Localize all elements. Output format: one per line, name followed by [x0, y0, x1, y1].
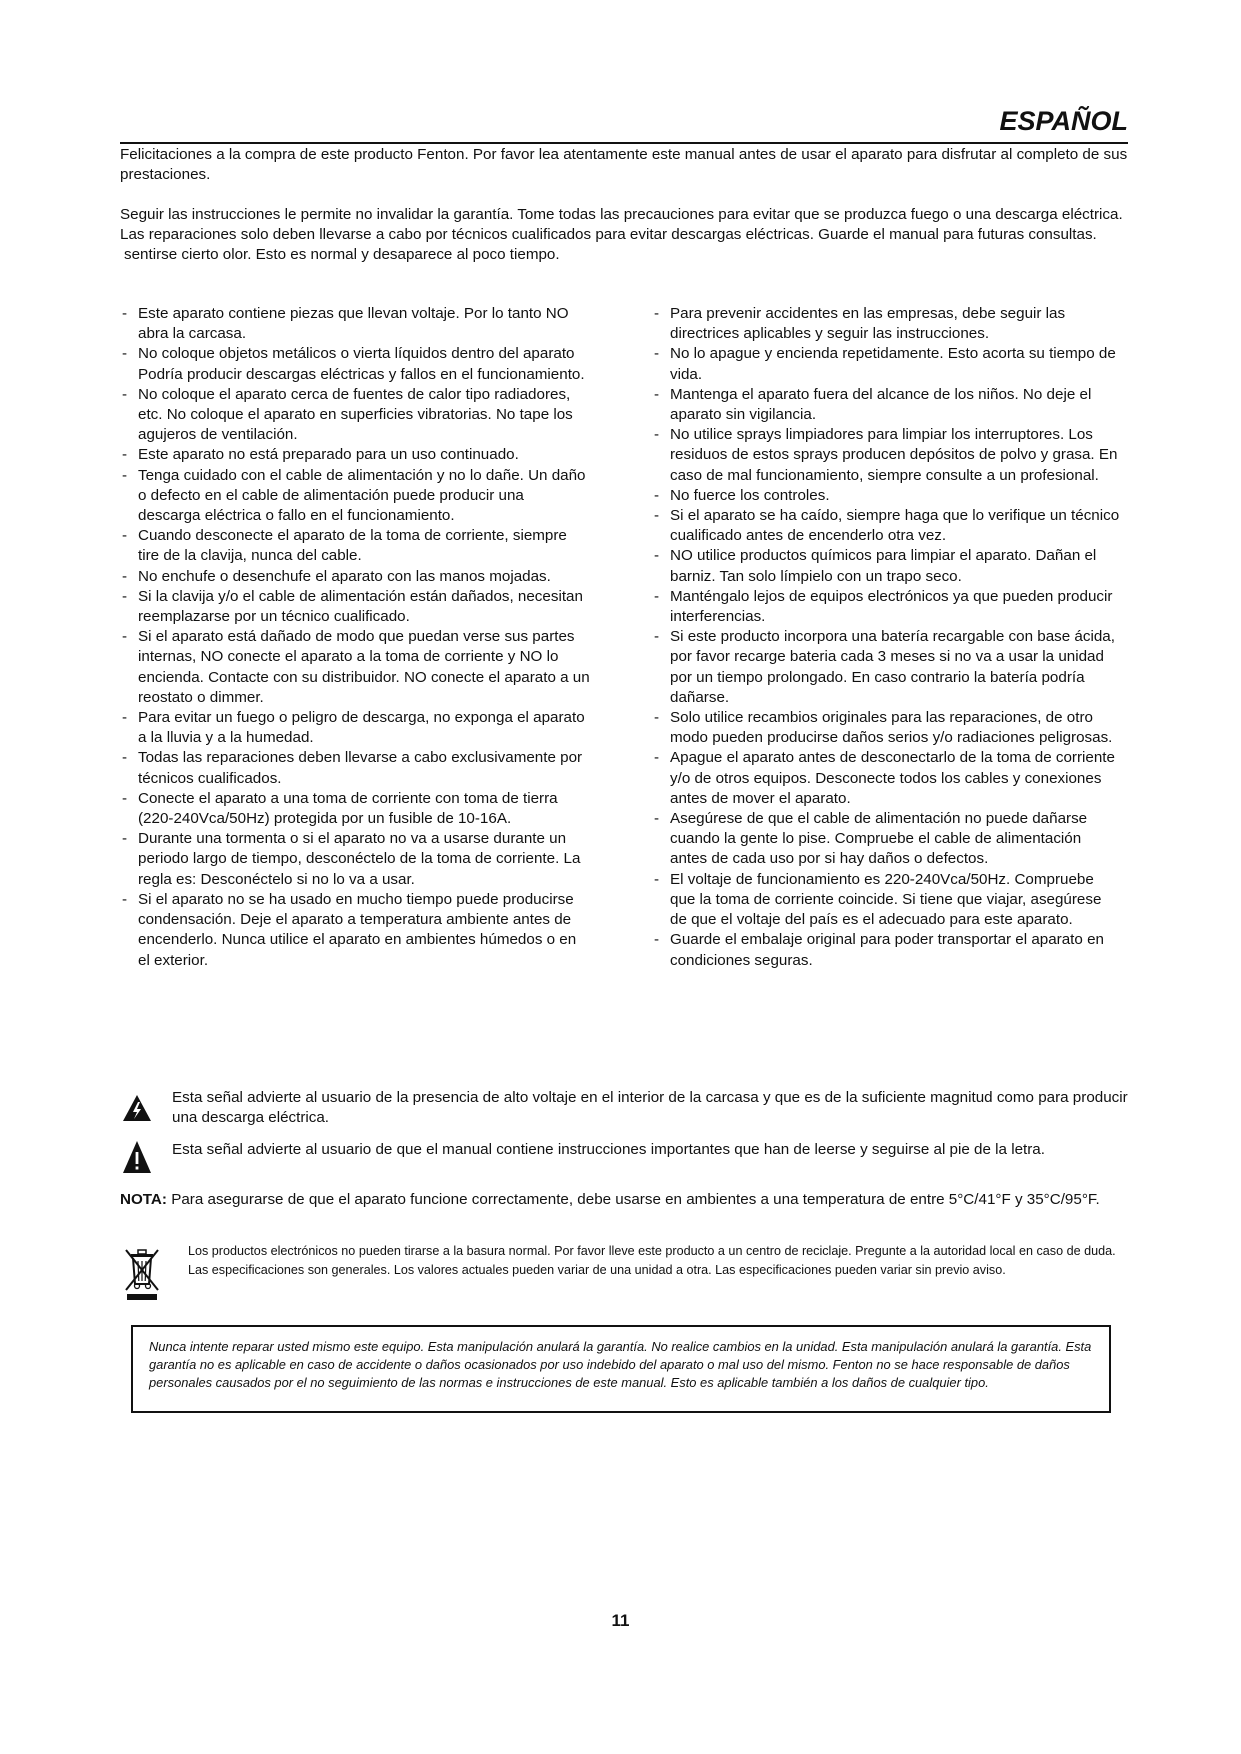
recycling-notice	[120, 1242, 1130, 1279]
note-text: Para asegurarse de que el aparato funcione correctamente, debe usarse en ambientes a una temperatura de entre 5°C/41°F y 35°C/95°F.	[171, 1191, 1100, 1208]
list-item: - El voltaje de funcionamiento es 220-240Vca/50Hz. Compruebe que la toma de corriente coincide. Si tiene que viajar, asegúrese de que el voltaje del país es el adecuado para este aparato.	[652, 870, 1122, 931]
intro-paragraph: Felicitaciones a la compra de este producto Fenton. Por favor lea atentamente este manual antes de usar el aparato para disfrutar al completo de sus prestaciones.	[120, 146, 1128, 183]
warranty-paragraph	[120, 205, 1130, 265]
list-item: - Solo utilice recambios originales para las reparaciones, de otro modo pueden producirse daños serios y/o radiaciones peligrosas.	[652, 708, 1122, 748]
list-item: - Durante una tormenta o si el aparato no va a usarse durante un periodo largo de tiempo, desconéctelo de la toma de corriente. La regla es: Desconéctelo si no lo va a usar.	[120, 829, 590, 890]
list-item: - Tenga cuidado con el cable de alimentación y no lo dañe. Un daño o defecto en el cable de alimentación puede producir una descarga eléctrica o fallo en el funcionamiento.	[120, 466, 590, 527]
voltage-warning	[120, 1088, 1130, 1128]
exclamation-warning-icon	[122, 1140, 152, 1174]
safety-list-right	[652, 304, 1122, 971]
list-item: - Mantenga el aparato fuera del alcance de los niños. No deje el aparato sin vigilancia.	[652, 385, 1122, 425]
warranty-text: Seguir las instrucciones le permite no invalidar la garantía. Tome todas las precauciones para evitar que se produzca fuego o una descarga eléctrica. Las reparaciones solo deben llevarse a cabo por técnicos cualificados para evitar descargas eléctricas. Guarde el manual para futuras consultas.	[120, 206, 1123, 243]
odor-note: sentirse cierto olor. Esto es normal y desaparece al poco tiempo.	[124, 246, 560, 263]
list-item: - Si el aparato está dañado de modo que puedan verse sus partes internas, NO conecte el aparato a la toma de corriente y NO lo encienda. Contacte con su distribuidor. NO conecte el aparato a un reostato o dimmer.	[120, 627, 590, 708]
list-item: - Para evitar un fuego o peligro de descarga, no exponga el aparato a la lluvia y a la humedad.	[120, 708, 590, 748]
list-item: - Cuando desconecte el aparato de la toma de corriente, siempre tire de la clavija, nunca del cable.	[120, 526, 590, 566]
list-item: - NO utilice productos químicos para limpiar el aparato. Dañan el barniz. Tan solo límpielo con un trapo seco.	[652, 546, 1122, 586]
recycling-text: Los productos electrónicos no pueden tirarse a la basura normal. Por favor lleve este producto a un centro de reciclaje. Pregunte a la autoridad local en caso de duda. Las especificaciones son generales. Los valores actuales pueden variar de una unidad a otra. Las especificaciones pueden variar sin previo aviso.	[188, 1244, 1116, 1277]
list-item: - Asegúrese de que el cable de alimentación no puede dañarse cuando la gente lo pise. Compruebe el cable de alimentación antes de cada uso por si hay daños o defectos.	[652, 809, 1122, 870]
voltage-warning-text: Esta señal advierte al usuario de la presencia de alto voltaje en el interior de la carcasa y que es de la suficiente magnitud como para producir una descarga eléctrica.	[172, 1089, 1128, 1126]
page-title: ESPAÑOL	[999, 106, 1128, 136]
title-rule	[120, 142, 1128, 144]
page-number: 11	[611, 1611, 630, 1630]
list-item: - Si el aparato se ha caído, siempre haga que lo verifique un técnico cualificado antes de encenderlo otra vez.	[652, 506, 1122, 546]
list-item: - Para prevenir accidentes en las empresas, debe seguir las directrices aplicables y seguir las instrucciones.	[652, 304, 1122, 344]
note-label: NOTA:	[120, 1191, 167, 1208]
manual-warning-text: Esta señal advierte al usuario de que el manual contiene instrucciones importantes que han de leerse y seguirse al pie de la letra.	[172, 1141, 1045, 1158]
list-item: - Guarde el embalaje original para poder transportar el aparato en condiciones seguras.	[652, 930, 1122, 970]
list-item: - Si la clavija y/o el cable de alimentación están dañados, necesitan reemplazarse por un técnico cualificado.	[120, 587, 590, 627]
safety-list-left	[120, 304, 590, 971]
crossed-bin-icon	[122, 1246, 162, 1302]
list-item: - Conecte el aparato a una toma de corriente con toma de tierra (220-240Vca/50Hz) protegida por un fusible de 10-16A.	[120, 789, 590, 829]
list-item: - No fuerce los controles.	[652, 486, 1122, 506]
list-item: - Este aparato contiene piezas que llevan voltaje. Por lo tanto NO abra la carcasa.	[120, 304, 590, 344]
list-item: - No enchufe o desenchufe el aparato con las manos mojadas.	[120, 567, 590, 587]
lightning-warning-icon	[122, 1094, 152, 1122]
list-item: - Si el aparato no se ha usado en mucho tiempo puede producirse condensación. Deje el aparato a temperatura ambiente antes de encenderlo. Nunca utilice el aparato en ambientes húmedos o en el exterior.	[120, 890, 590, 971]
list-item: - No coloque el aparato cerca de fuentes de calor tipo radiadores, etc. No coloque el aparato en superficies vibratorias. No tape los agujeros de ventilación.	[120, 385, 590, 446]
list-item: - No lo apague y encienda repetidamente. Esto acorta su tiempo de vida.	[652, 344, 1122, 384]
list-item: - Apague el aparato antes de desconectarlo de la toma de corriente y/o de otros equipos. Desconecte todos los cables y conexiones antes de mover el aparato.	[652, 748, 1122, 809]
list-item: - Todas las reparaciones deben llevarse a cabo exclusivamente por técnicos cualificados.	[120, 748, 590, 788]
list-item: - Este aparato no está preparado para un uso continuado.	[120, 445, 590, 465]
temperature-note	[120, 1190, 1130, 1210]
list-item: - No utilice sprays limpiadores para limpiar los interruptores. Los residuos de estos sprays producen depósitos de polvo y grasa. En caso de mal funcionamiento, siempre consulte a un profesional.	[652, 425, 1122, 486]
warranty-notice-box	[131, 1325, 1111, 1413]
manual-warning	[120, 1140, 1130, 1160]
list-item: - No coloque objetos metálicos o vierta líquidos dentro del aparato Podría producir descargas eléctricas y fallos en el funcionamiento.	[120, 344, 590, 384]
list-item: - Si este producto incorpora una batería recargable con base ácida, por favor recarge bateria cada 3 meses si no va a usar la unidad por un tiempo prolongado. En caso contrario la batería podría dañarse.	[652, 627, 1122, 708]
warranty-notice-text: Nunca intente reparar usted mismo este equipo. Esta manipulación anulará la garantía. No realice cambios en la unidad. Esta manipulación anulará la garantía. Esta garantía no es aplicable en caso de accidente o daños ocasionados por uso indebido del aparato o mal uso del mismo. Fenton no se hace responsable de daños personales causados por el no seguimiento de las normas e instrucciones de este manual. Esto es aplicable también a los daños de cualquier tipo.	[149, 1339, 1092, 1390]
list-item: - Manténgalo lejos de equipos electrónicos ya que pueden producir interferencias.	[652, 587, 1122, 627]
